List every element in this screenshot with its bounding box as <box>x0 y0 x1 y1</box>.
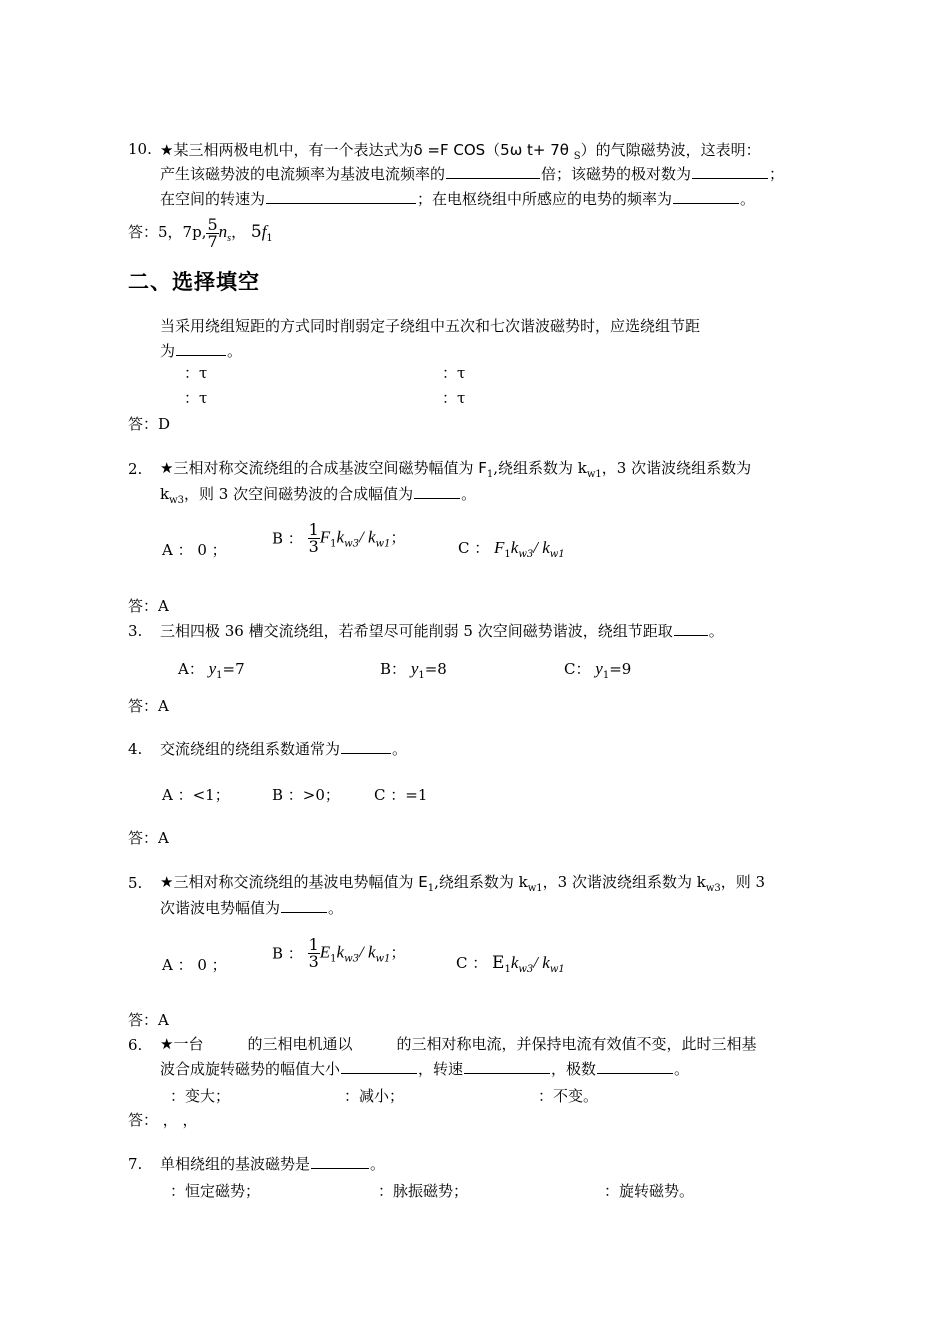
fraction-numerator: 1 <box>308 520 319 539</box>
q2-text2: ,绕组系数为 k <box>493 459 587 477</box>
option-b <box>272 522 405 555</box>
q6-text6: ，极数 <box>551 1060 597 1078</box>
option-c: ：τ <box>184 389 208 407</box>
option-a: A ：<1； <box>162 786 230 804</box>
variable: E <box>492 953 505 973</box>
q2-text4: ，则 3 次空间磁势波的合成幅值为 <box>184 485 414 503</box>
q10-line2-text: 产生该磁势波的电流频率为基波电流频率的 <box>160 165 446 183</box>
question-number: 3. <box>128 622 143 640</box>
variable: F <box>494 538 505 557</box>
fill-blank <box>266 189 416 204</box>
variable: F <box>319 527 331 547</box>
q7-end: 。 <box>370 1155 386 1173</box>
q4-answer: 答：A <box>128 829 169 847</box>
question-number: 2. <box>128 460 143 478</box>
variable: E <box>319 942 331 962</box>
q10-line1 <box>160 140 761 167</box>
q7-text: 单相绕组的基波磁势是 <box>160 1155 311 1173</box>
fill-blank <box>597 1059 673 1074</box>
q2-line2 <box>160 484 476 511</box>
q10-line2 <box>160 164 784 184</box>
q2-text3: ，3 次谐波绕组系数为 <box>601 459 752 477</box>
q6-line1 <box>160 1034 756 1054</box>
subscript: 1 <box>418 670 425 681</box>
option-label: C： <box>564 660 591 678</box>
q5-answer: 答：A <box>128 1011 169 1029</box>
option-c <box>564 658 631 681</box>
q2-end: 。 <box>461 485 477 503</box>
fill-blank <box>674 621 708 636</box>
option-b <box>380 658 447 681</box>
option-c: ：不变。 <box>538 1087 599 1105</box>
variable-y: y <box>208 659 217 678</box>
subscript: 1 <box>330 953 337 965</box>
q3-end: 。 <box>708 622 724 640</box>
option-label: B： <box>380 660 407 678</box>
option-a: A ： 0 ； <box>162 956 227 974</box>
question-number: 4. <box>128 740 143 758</box>
option-b: ：脉振磁势； <box>378 1182 469 1200</box>
subscript: w1 <box>375 538 391 550</box>
variable-k: / k <box>533 953 550 972</box>
variable-y: y <box>595 659 603 678</box>
subscript: w3 <box>518 549 534 560</box>
option-c <box>458 537 565 560</box>
q5-text: ★三相对称交流绕组的基波电势幅值为 E <box>160 873 428 891</box>
subscript: w1 <box>527 883 543 894</box>
option-a: ：变大； <box>170 1087 231 1105</box>
fill-blank <box>341 1059 417 1074</box>
fraction <box>308 937 320 970</box>
fraction <box>206 214 218 251</box>
q2-text: ★三相对称交流绕组的合成基波空间磁势幅值为 F <box>160 459 487 477</box>
option-a <box>178 658 245 681</box>
q5-text3: ，3 次谐波绕组系数为 k <box>542 873 706 891</box>
option-c <box>456 952 565 975</box>
subscript: 1 <box>504 549 511 560</box>
variable-k: / k <box>533 538 550 557</box>
q2-answer: 答：A <box>128 597 169 615</box>
question-number: 6. <box>128 1036 143 1054</box>
variable-k: / k <box>359 527 376 547</box>
q10-line2-text2: 倍；该磁势的极对数为 <box>541 165 692 183</box>
q10-line2-end: ； <box>769 165 785 183</box>
q6-line2 <box>160 1059 689 1079</box>
q1-line1: 当采用绕组短距的方式同时削弱定子绕组中五次和七次谐波磁势时，应选绕组节距 <box>160 317 701 335</box>
q10-line1-text: ★某三相两极电机中，有一个表达式为 <box>160 141 414 159</box>
option-value: =9 <box>609 660 632 678</box>
variable-k: k <box>510 953 519 972</box>
fraction-denominator: 3 <box>308 952 319 971</box>
answer-sep: ， <box>231 223 247 241</box>
answer-coef: 5 <box>250 222 262 242</box>
subscript: 1 <box>427 883 435 894</box>
option-b: ：τ <box>442 364 466 382</box>
variable-k: k <box>336 527 345 547</box>
q5-text5: 次谐波电势幅值为 <box>160 899 281 917</box>
option-label: C ： <box>458 539 490 557</box>
option-label: C ： <box>456 954 488 972</box>
option-b <box>272 937 405 970</box>
variable-k: k <box>160 485 170 503</box>
fraction-numerator: 5 <box>207 214 218 234</box>
fill-blank <box>446 164 540 179</box>
q5-line2 <box>160 898 343 918</box>
answer-label: 答：5，7p, <box>128 223 207 241</box>
option-label: B ： <box>272 529 303 548</box>
q6-text4: 波合成旋转磁势的幅值大小 <box>160 1060 341 1078</box>
subscript: 1 <box>330 538 337 550</box>
q6-end: 。 <box>674 1060 690 1078</box>
q3-answer: 答：A <box>128 697 169 715</box>
question-number: 10. <box>128 140 152 158</box>
q5-text4: ，则 3 <box>720 873 766 891</box>
subscript: 1 <box>266 233 273 244</box>
q3-line1 <box>160 621 724 641</box>
q10-line3 <box>160 189 755 209</box>
q6-text5: ，转速 <box>418 1060 464 1078</box>
q5-text2: ,绕组系数为 k <box>434 873 528 891</box>
variable-k: k <box>336 942 345 962</box>
subscript: w1 <box>549 549 565 560</box>
subscript: 1 <box>486 469 494 480</box>
option-label: A： <box>178 660 204 678</box>
option-end: ； <box>390 943 406 962</box>
q6-text2: 的三相电机通以 <box>247 1035 353 1053</box>
option-b: B ：>0； <box>272 786 340 804</box>
q4-text: 交流绕组的绕组系数通常为 <box>160 740 341 758</box>
fill-blank <box>414 484 460 499</box>
fill-blank <box>692 164 768 179</box>
variable-f: f <box>261 222 267 241</box>
q1-text: 为 <box>160 342 176 360</box>
fill-blank <box>673 189 739 204</box>
option-value: =8 <box>424 660 447 678</box>
subscript: w3 <box>169 495 185 506</box>
fill-blank <box>464 1059 550 1074</box>
subscript: 1 <box>602 670 610 681</box>
q10-formula: δ =F COS（5ω t+ 7θ <box>413 141 574 159</box>
question-number: 7. <box>128 1155 143 1173</box>
q6-answer: 答： ， ， <box>128 1111 198 1129</box>
q10-formula-sub: S <box>573 151 581 162</box>
option-a: A ： 0 ； <box>162 541 227 559</box>
q6-text3: 的三相对称电流，并保持电流有效值不变，此时三相基 <box>396 1035 757 1053</box>
option-value: =7 <box>222 660 245 678</box>
question-number: 5. <box>128 874 143 892</box>
option-a: ：恒定磁势； <box>170 1182 261 1200</box>
option-c: C ：=1 <box>374 786 428 804</box>
fraction-numerator: 1 <box>308 935 319 954</box>
q5-end: 。 <box>328 899 344 917</box>
subscript: w3 <box>705 883 721 894</box>
section-heading: 二、选择填空 <box>128 270 260 294</box>
q2-line1 <box>160 458 751 485</box>
q10-line3-end: 。 <box>740 190 756 208</box>
q7-line1 <box>160 1154 385 1174</box>
q10-line3-text2: ；在电枢绕组中所感应的电势的频率为 <box>417 190 673 208</box>
subscript: w3 <box>518 964 534 975</box>
subscript: s <box>227 233 232 244</box>
fill-blank <box>341 739 391 754</box>
subscript: w1 <box>586 469 602 480</box>
variable-k: k <box>510 538 519 557</box>
fraction-denominator: 3 <box>308 537 319 556</box>
subscript: w3 <box>344 538 359 550</box>
subscript: w1 <box>375 953 391 965</box>
q1-answer: 答：D <box>128 415 171 433</box>
q1-end: 。 <box>227 342 243 360</box>
variable-y: y <box>410 659 419 678</box>
fraction-denominator: 7 <box>207 231 218 251</box>
option-end: ； <box>390 528 406 547</box>
q4-end: 。 <box>392 740 408 758</box>
option-b: ：减小； <box>344 1087 405 1105</box>
q1-line2 <box>160 341 242 361</box>
variable-n: n <box>218 222 228 241</box>
subscript: w3 <box>344 953 359 965</box>
q10-line1-end: ）的气隙磁势波，这表明： <box>580 141 761 159</box>
q4-line1 <box>160 739 407 759</box>
option-label: B ： <box>272 944 303 963</box>
variable-k: / k <box>359 942 376 962</box>
option-d: ：τ <box>442 389 466 407</box>
q6-text: ★一台 <box>160 1035 204 1053</box>
subscript: 1 <box>216 670 223 681</box>
subscript: w1 <box>549 964 565 975</box>
q3-text: 三相四极 36 槽交流绕组，若希望尽可能削弱 5 次空间磁势谐波，绕组节距取 <box>160 622 673 640</box>
fill-blank <box>281 898 327 913</box>
fill-blank <box>311 1154 369 1169</box>
q10-answer <box>128 214 273 257</box>
fraction <box>308 522 320 555</box>
option-a: ：τ <box>184 364 208 382</box>
q5-line1 <box>160 872 765 899</box>
q10-line3-text: 在空间的转速为 <box>160 190 266 208</box>
option-c: ：旋转磁势。 <box>604 1182 695 1200</box>
subscript: 1 <box>504 964 511 975</box>
fill-blank <box>176 341 226 356</box>
